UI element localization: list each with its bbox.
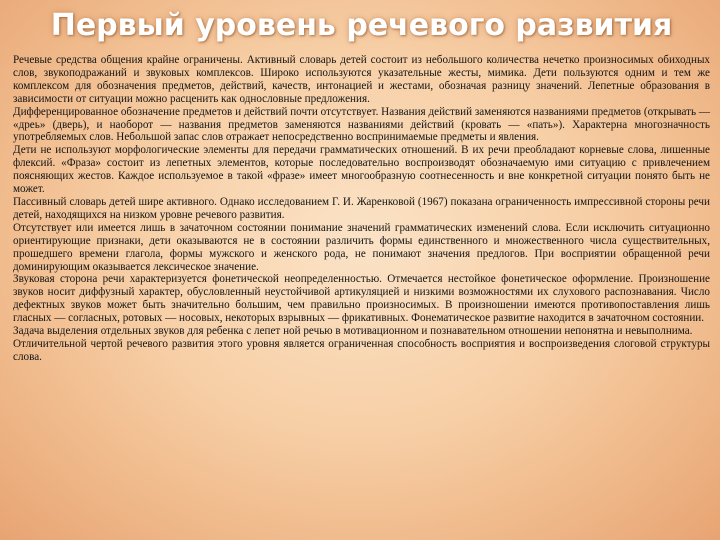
paragraph-passive-vocabulary: Пассивный словарь детей шире активного. Однако исследованием Г. И. Жаренковой (1967) показана ограниченность импрессивной стороны речи детей, находящихся на низком уровне речевого развития. [13,195,710,221]
paragraph-differentiation: Дифференцированное обозначение предметов и действий почти отсутствует. Названия действий заменяются названиями предметов (открывать — «дреь» (дверь), и наоборот — названия предметов заменяются названиями действий (кровать — «пать»). Характерна многозначность употребляемых слов. Небольшой запас слов отражает непосредственно воспринимаемые предметы и явления. [13,105,710,144]
slide-title: Первый уровень речевого развития [50,8,673,43]
paragraph-syllable-structure: Отличительной чертой речевого развития этого уровня является ограниченная способность восприятия и воспроизведения слоговой структуры слова. [13,337,710,363]
paragraph-grammar-understanding: Отсутствует или имеется лишь в зачаточном состоянии понимание значений грамматических изменений слова. Если исключить ситуационно ориентирующие признаки, дети оказываются не в состоянии различить формы единственного и множественного числа существительных, прошедшего времени глагола, формы мужского и женского рода, не понимают значения предлогов. При восприятии обращенной речи доминирующим оказывается лексическое значение. [13,221,710,273]
paragraph-sound-side: Звуковая сторона речи характеризуется фонетической неопределенностью. Отмечается нестойкое фонетическое оформление. Произношение звуков носит диффузный характер, обусловленный неустойчивой артикуляцией и низкими возможностями их слухового распознавания. Число дефектных звуков может быть значительно большим, чем правильно произносимых. В произношении имеются противопоставления лишь гласных — согласных, ротовых — носовых, некоторых взрывных — фрикативных. Фонематическое развитие находится в зачаточном состоянии. [13,273,710,325]
paragraph-sound-isolation: Задача выделения отдельных звуков для ребенка с лепет ной речью в мотивационном и познавательном отношении непонятна и невыполнима. [13,325,693,338]
slide-body [13,54,710,364]
paragraph-morphology: Дети не используют морфологические элементы для передачи грамматических отношений. В их речи преобладают корневые слова, лишенные флексий. «Фраза» состоит из лепетных элементов, которые последовательно воспроизводят обозначаемую ими ситуацию с привлечением поясняющих жестов. Каждое используемое в такой «фразе» имеет многообразную соотнесенность и вне конкретной ситуации понято быть не может. [13,144,710,196]
paragraph-active-vocabulary: Речевые средства общения крайне ограничены. Активный словарь детей состоит из небольшого количества нечетко произносимых обиходных слов, звукоподражаний и звуковых комплексов. Широко используются указательные жесты, мимика. Дети пользуются одним и тем же комплексом для обозначения предметов, действий, качеств, интонацией и жестами, обозначая разницу значений. Лепетные образования в зависимости от ситуации можно расценить как однословные предложения. [13,54,710,105]
